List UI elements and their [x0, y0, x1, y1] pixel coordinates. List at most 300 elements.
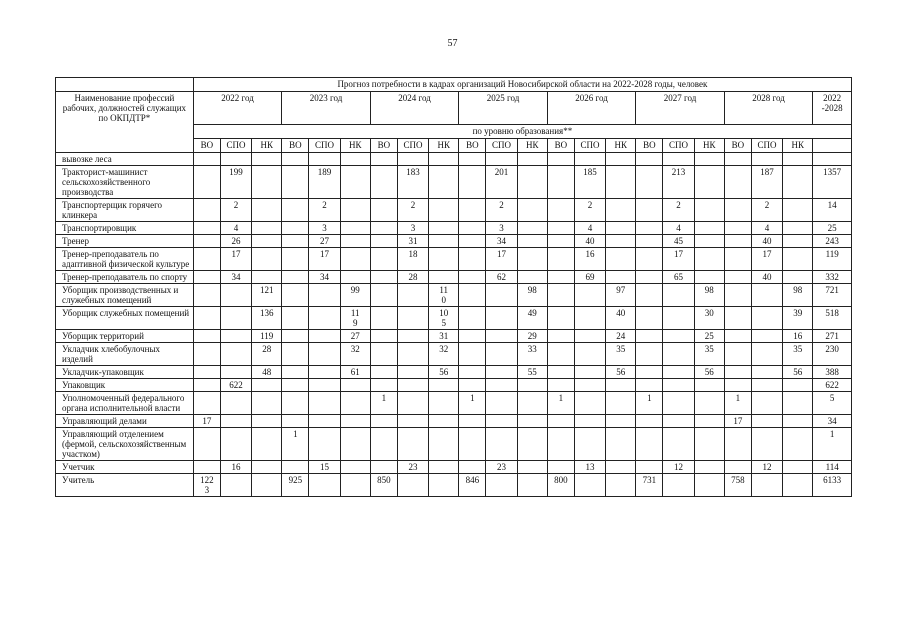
- value-cell: [459, 222, 486, 235]
- table-row: [56, 235, 852, 248]
- value-cell: [694, 153, 724, 166]
- value-cell: [636, 271, 663, 284]
- value-cell: [574, 330, 605, 343]
- value-cell: [783, 235, 813, 248]
- value-cell: [459, 379, 486, 392]
- value-cell: [486, 330, 517, 343]
- value-cell: [574, 153, 605, 166]
- total-cell: 243: [813, 235, 852, 248]
- total-cell: 34: [813, 415, 852, 428]
- profession-name: Уборщик производственных и служебных помещений: [56, 284, 194, 307]
- value-cell: [193, 153, 220, 166]
- value-cell: [636, 307, 663, 330]
- value-cell: 17: [193, 415, 220, 428]
- value-cell: [751, 330, 782, 343]
- value-cell: 25: [694, 330, 724, 343]
- value-cell: [636, 461, 663, 474]
- value-cell: [547, 199, 574, 222]
- value-cell: [459, 343, 486, 366]
- value-cell: [663, 392, 694, 415]
- table-row: [56, 271, 852, 284]
- value-cell: [370, 199, 397, 222]
- total-cell: 25: [813, 222, 852, 235]
- value-cell: 17: [751, 248, 782, 271]
- value-cell: [663, 474, 694, 497]
- value-cell: [282, 379, 309, 392]
- value-cell: [574, 366, 605, 379]
- value-cell: [486, 428, 517, 461]
- value-cell: 199: [220, 166, 251, 199]
- value-cell: [751, 366, 782, 379]
- value-cell: 1: [547, 392, 574, 415]
- value-cell: [459, 166, 486, 199]
- value-cell: [486, 153, 517, 166]
- value-cell: [547, 307, 574, 330]
- value-cell: [370, 222, 397, 235]
- value-cell: [193, 366, 220, 379]
- value-cell: [606, 474, 636, 497]
- value-cell: 62: [486, 271, 517, 284]
- value-cell: [459, 153, 486, 166]
- value-cell: 27: [340, 330, 370, 343]
- total-cell: 5: [813, 392, 852, 415]
- value-cell: [193, 343, 220, 366]
- year-header: 2026 год: [547, 92, 636, 125]
- value-cell: 18: [397, 248, 428, 271]
- value-cell: [252, 474, 282, 497]
- value-cell: [282, 166, 309, 199]
- profession-name: вывозке леса: [56, 153, 194, 166]
- value-cell: [547, 248, 574, 271]
- value-cell: 925: [282, 474, 309, 497]
- value-cell: [282, 248, 309, 271]
- value-cell: [429, 199, 459, 222]
- total-cell: 332: [813, 271, 852, 284]
- table-row: [56, 166, 852, 199]
- value-cell: [517, 392, 547, 415]
- value-cell: [547, 428, 574, 461]
- value-cell: [282, 284, 309, 307]
- value-cell: 2: [751, 199, 782, 222]
- value-cell: [783, 153, 813, 166]
- value-cell: [663, 366, 694, 379]
- total-cell: 388: [813, 366, 852, 379]
- value-cell: [220, 474, 251, 497]
- value-cell: [517, 379, 547, 392]
- value-cell: [486, 474, 517, 497]
- value-cell: [783, 379, 813, 392]
- level-subheader: СПО: [751, 139, 782, 153]
- value-cell: [694, 379, 724, 392]
- value-cell: [370, 271, 397, 284]
- value-cell: [429, 153, 459, 166]
- page-number: 57: [447, 38, 458, 49]
- value-cell: [574, 343, 605, 366]
- value-cell: 28: [252, 343, 282, 366]
- value-cell: 201: [486, 166, 517, 199]
- value-cell: [309, 366, 340, 379]
- value-cell: [486, 284, 517, 307]
- value-cell: [309, 392, 340, 415]
- profession-name: Тренер-преподаватель по адаптивной физической культуре: [56, 248, 194, 271]
- table-row: [56, 153, 852, 166]
- value-cell: [397, 379, 428, 392]
- profession-name: Транспортировщик: [56, 222, 194, 235]
- value-cell: [193, 235, 220, 248]
- value-cell: 98: [783, 284, 813, 307]
- value-cell: [220, 307, 251, 330]
- value-cell: [547, 153, 574, 166]
- value-cell: 3: [397, 222, 428, 235]
- value-cell: 35: [783, 343, 813, 366]
- level-subheader: НК: [340, 139, 370, 153]
- value-cell: [220, 343, 251, 366]
- value-cell: [340, 222, 370, 235]
- total-cell: 271: [813, 330, 852, 343]
- year-header: 2023 год: [282, 92, 371, 125]
- value-cell: 28: [397, 271, 428, 284]
- level-subheader: СПО: [397, 139, 428, 153]
- level-subheader: НК: [517, 139, 547, 153]
- level-subheader: НК: [429, 139, 459, 153]
- value-cell: 97: [606, 284, 636, 307]
- value-cell: 55: [517, 366, 547, 379]
- table-row: [56, 366, 852, 379]
- value-cell: 32: [340, 343, 370, 366]
- value-cell: [751, 153, 782, 166]
- value-cell: [724, 153, 751, 166]
- value-cell: [517, 222, 547, 235]
- value-cell: 12: [751, 461, 782, 474]
- level-subheader: НК: [252, 139, 282, 153]
- table-row: [56, 330, 852, 343]
- total-cell: 622: [813, 379, 852, 392]
- value-cell: 189: [309, 166, 340, 199]
- value-cell: [397, 366, 428, 379]
- value-cell: [459, 235, 486, 248]
- value-cell: [694, 428, 724, 461]
- value-cell: [636, 330, 663, 343]
- value-cell: [574, 379, 605, 392]
- value-cell: [724, 284, 751, 307]
- value-cell: [309, 284, 340, 307]
- value-cell: [517, 474, 547, 497]
- value-cell: [724, 235, 751, 248]
- value-cell: 98: [694, 284, 724, 307]
- value-cell: [397, 415, 428, 428]
- value-cell: [252, 415, 282, 428]
- value-cell: [282, 366, 309, 379]
- value-cell: [429, 379, 459, 392]
- table-row: [56, 307, 852, 330]
- level-subheader: НК: [694, 139, 724, 153]
- value-cell: [309, 153, 340, 166]
- value-cell: [252, 271, 282, 284]
- value-cell: [459, 271, 486, 284]
- year-header: 2024 год: [370, 92, 459, 125]
- value-cell: [663, 284, 694, 307]
- value-cell: [724, 199, 751, 222]
- value-cell: [429, 222, 459, 235]
- level-subheader: СПО: [486, 139, 517, 153]
- value-cell: [486, 379, 517, 392]
- level-subheader: ВО: [282, 139, 309, 153]
- value-cell: [252, 461, 282, 474]
- value-cell: [340, 248, 370, 271]
- value-cell: 34: [486, 235, 517, 248]
- value-cell: [751, 392, 782, 415]
- value-cell: [309, 415, 340, 428]
- value-cell: [252, 248, 282, 271]
- level-subheader: ВО: [724, 139, 751, 153]
- value-cell: 731: [636, 474, 663, 497]
- value-cell: [340, 392, 370, 415]
- level-subheader: НК: [783, 139, 813, 153]
- value-cell: [694, 235, 724, 248]
- value-cell: [606, 428, 636, 461]
- table-title-row: [56, 78, 852, 92]
- value-cell: [459, 248, 486, 271]
- value-cell: 850: [370, 474, 397, 497]
- value-cell: [606, 415, 636, 428]
- value-cell: [429, 248, 459, 271]
- value-cell: [663, 415, 694, 428]
- value-cell: [220, 330, 251, 343]
- value-cell: [636, 415, 663, 428]
- value-cell: [459, 366, 486, 379]
- value-cell: [547, 415, 574, 428]
- value-cell: [606, 461, 636, 474]
- value-cell: [397, 392, 428, 415]
- value-cell: [429, 474, 459, 497]
- level-subheader: СПО: [574, 139, 605, 153]
- value-cell: 4: [663, 222, 694, 235]
- value-cell: [309, 330, 340, 343]
- value-cell: [724, 222, 751, 235]
- value-cell: 13: [574, 461, 605, 474]
- value-cell: [340, 199, 370, 222]
- value-cell: [517, 428, 547, 461]
- value-cell: [486, 392, 517, 415]
- name-column-header: Наименование профессий рабочих, должностей служащих по ОКПДТР*: [56, 92, 194, 153]
- value-cell: 17: [486, 248, 517, 271]
- table-row: [56, 248, 852, 271]
- value-cell: 1: [282, 428, 309, 461]
- value-cell: [547, 222, 574, 235]
- value-cell: [282, 330, 309, 343]
- value-cell: [397, 343, 428, 366]
- value-cell: [783, 199, 813, 222]
- value-cell: 34: [220, 271, 251, 284]
- value-cell: [547, 379, 574, 392]
- value-cell: 17: [724, 415, 751, 428]
- profession-name: Укладчик-упаковщик: [56, 366, 194, 379]
- value-cell: 122 3: [193, 474, 220, 497]
- total-cell: 14: [813, 199, 852, 222]
- value-cell: [429, 392, 459, 415]
- value-cell: [694, 415, 724, 428]
- value-cell: [636, 366, 663, 379]
- value-cell: 98: [517, 284, 547, 307]
- value-cell: [724, 366, 751, 379]
- value-cell: [340, 415, 370, 428]
- value-cell: [193, 392, 220, 415]
- level-subheader: СПО: [663, 139, 694, 153]
- value-cell: 800: [547, 474, 574, 497]
- value-cell: 40: [751, 271, 782, 284]
- value-cell: [517, 153, 547, 166]
- value-cell: [309, 428, 340, 461]
- value-cell: [663, 343, 694, 366]
- value-cell: [574, 284, 605, 307]
- profession-name: Тренер: [56, 235, 194, 248]
- value-cell: [663, 379, 694, 392]
- profession-name: Упаковщик: [56, 379, 194, 392]
- value-cell: [429, 166, 459, 199]
- value-cell: 2: [486, 199, 517, 222]
- value-cell: [636, 235, 663, 248]
- value-cell: [459, 199, 486, 222]
- profession-name: Учитель: [56, 474, 194, 497]
- value-cell: 24: [606, 330, 636, 343]
- value-cell: [724, 271, 751, 284]
- value-cell: 31: [429, 330, 459, 343]
- value-cell: [663, 307, 694, 330]
- value-cell: [517, 235, 547, 248]
- value-cell: 2: [663, 199, 694, 222]
- value-cell: [252, 235, 282, 248]
- value-cell: [724, 379, 751, 392]
- value-cell: [694, 392, 724, 415]
- value-cell: 16: [783, 330, 813, 343]
- total-cell: [813, 153, 852, 166]
- value-cell: [724, 428, 751, 461]
- year-header: 2028 год: [724, 92, 813, 125]
- value-cell: 27: [309, 235, 340, 248]
- value-cell: [282, 415, 309, 428]
- value-cell: [547, 271, 574, 284]
- value-cell: [783, 392, 813, 415]
- value-cell: [193, 166, 220, 199]
- value-cell: [606, 166, 636, 199]
- table-row: [56, 415, 852, 428]
- value-cell: [193, 248, 220, 271]
- value-cell: [370, 366, 397, 379]
- value-cell: [193, 284, 220, 307]
- value-cell: [574, 428, 605, 461]
- value-cell: [547, 461, 574, 474]
- value-cell: [220, 284, 251, 307]
- value-cell: [340, 235, 370, 248]
- value-cell: [574, 474, 605, 497]
- table-row: [56, 343, 852, 366]
- profession-name: Тракторист-машинист сельскохозяйственного производства: [56, 166, 194, 199]
- value-cell: [606, 392, 636, 415]
- value-cell: [783, 415, 813, 428]
- value-cell: 1: [370, 392, 397, 415]
- value-cell: 39: [783, 307, 813, 330]
- value-cell: [370, 428, 397, 461]
- total-cell: 119: [813, 248, 852, 271]
- value-cell: 1: [459, 392, 486, 415]
- value-cell: [282, 307, 309, 330]
- value-cell: [282, 271, 309, 284]
- value-cell: 56: [606, 366, 636, 379]
- value-cell: [340, 166, 370, 199]
- value-cell: [340, 461, 370, 474]
- value-cell: [547, 284, 574, 307]
- value-cell: [724, 166, 751, 199]
- value-cell: [220, 415, 251, 428]
- value-cell: [547, 166, 574, 199]
- value-cell: [574, 307, 605, 330]
- value-cell: 187: [751, 166, 782, 199]
- value-cell: [724, 248, 751, 271]
- total-column-header: 2022 -2028: [813, 92, 852, 125]
- value-cell: [547, 343, 574, 366]
- value-cell: [459, 307, 486, 330]
- profession-name: Уборщик территорий: [56, 330, 194, 343]
- value-cell: 15: [309, 461, 340, 474]
- value-cell: [636, 199, 663, 222]
- value-cell: [282, 343, 309, 366]
- value-cell: 45: [663, 235, 694, 248]
- profession-name: Уборщик служебных помещений: [56, 307, 194, 330]
- profession-name: Учетчик: [56, 461, 194, 474]
- value-cell: 31: [397, 235, 428, 248]
- value-cell: 4: [220, 222, 251, 235]
- level-subheader: ВО: [547, 139, 574, 153]
- table-row: [56, 379, 852, 392]
- value-cell: [636, 248, 663, 271]
- value-cell: [340, 474, 370, 497]
- value-cell: [724, 307, 751, 330]
- value-cell: [370, 248, 397, 271]
- value-cell: 61: [340, 366, 370, 379]
- value-cell: [486, 415, 517, 428]
- value-cell: [370, 343, 397, 366]
- corner-cell: [56, 78, 194, 92]
- value-cell: [783, 248, 813, 271]
- value-cell: [459, 415, 486, 428]
- value-cell: 23: [486, 461, 517, 474]
- value-cell: [397, 284, 428, 307]
- value-cell: 26: [220, 235, 251, 248]
- value-cell: [429, 235, 459, 248]
- value-cell: 99: [340, 284, 370, 307]
- table-row: [56, 199, 852, 222]
- value-cell: [252, 166, 282, 199]
- value-cell: [282, 153, 309, 166]
- table-row: [56, 392, 852, 415]
- value-cell: [340, 271, 370, 284]
- value-cell: 185: [574, 166, 605, 199]
- value-cell: [459, 330, 486, 343]
- value-cell: [751, 428, 782, 461]
- value-cell: 17: [309, 248, 340, 271]
- header-row: [56, 92, 852, 125]
- total-cell: 721: [813, 284, 852, 307]
- value-cell: [636, 284, 663, 307]
- value-cell: 56: [783, 366, 813, 379]
- value-cell: 622: [220, 379, 251, 392]
- value-cell: [340, 428, 370, 461]
- level-subheader: ВО: [193, 139, 220, 153]
- value-cell: 136: [252, 307, 282, 330]
- value-cell: [517, 166, 547, 199]
- value-cell: 213: [663, 166, 694, 199]
- value-cell: [309, 379, 340, 392]
